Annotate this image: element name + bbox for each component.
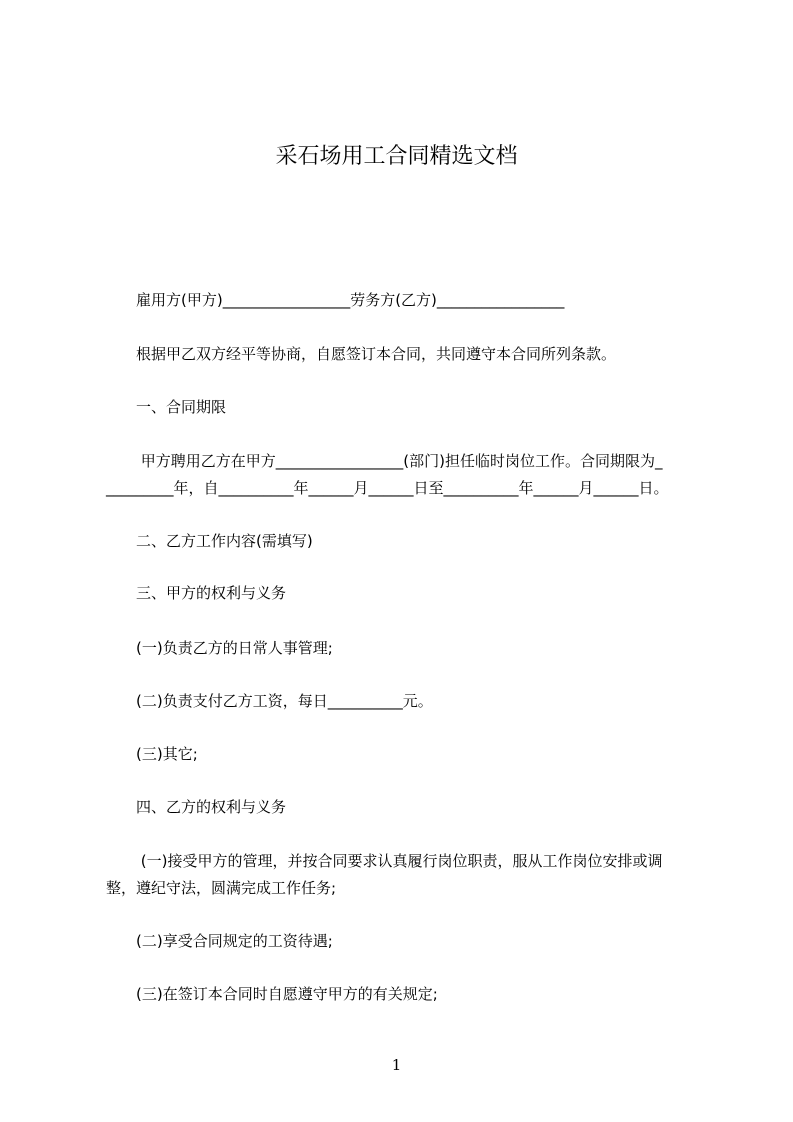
intro-paragraph: 根据甲乙双方经平等协商，自愿签订本合同，共同遵守本合同所列条款。 — [136, 345, 617, 363]
document-title: 采石场用工合同精选文档 — [275, 144, 518, 169]
party-b-item-2: (二)享受合同规定的工资待遇; — [136, 932, 333, 950]
section-heading-work-content: 二、乙方工作内容(需填写) — [136, 532, 313, 550]
party-a-item-3: (三)其它; — [136, 745, 198, 763]
term-paragraph-line-2: _________年，自__________年______月______日至__________年______月______日。 — [106, 479, 669, 497]
page-number: 1 — [391, 1056, 402, 1074]
party-b-item-1-line-2: 整，遵纪守法，圆满完成工作任务; — [106, 879, 337, 897]
parties-line: 雇用方(甲方)_________________劳务方(乙方)_________________ — [136, 291, 565, 309]
section-heading-term: 一、合同期限 — [136, 398, 227, 416]
section-heading-party-a-rights: 三、甲方的权利与义务 — [136, 584, 287, 602]
section-heading-party-b-rights: 四、乙方的权利与义务 — [136, 798, 287, 816]
party-a-item-2: (二)负责支付乙方工资，每日__________元。 — [136, 692, 433, 710]
party-b-item-1-line-1: (一)接受甲方的管理，并按合同要求认真履行岗位职责，服从工作岗位安排或调 — [136, 852, 663, 870]
party-b-item-3: (三)在签订本合同时自愿遵守甲方的有关规定; — [136, 985, 438, 1003]
party-a-item-1: (一)负责乙方的日常人事管理; — [136, 639, 333, 657]
term-paragraph-line-1: 甲方聘用乙方在甲方_________________(部门)担任临时岗位工作。合同期限为_ — [136, 452, 663, 470]
